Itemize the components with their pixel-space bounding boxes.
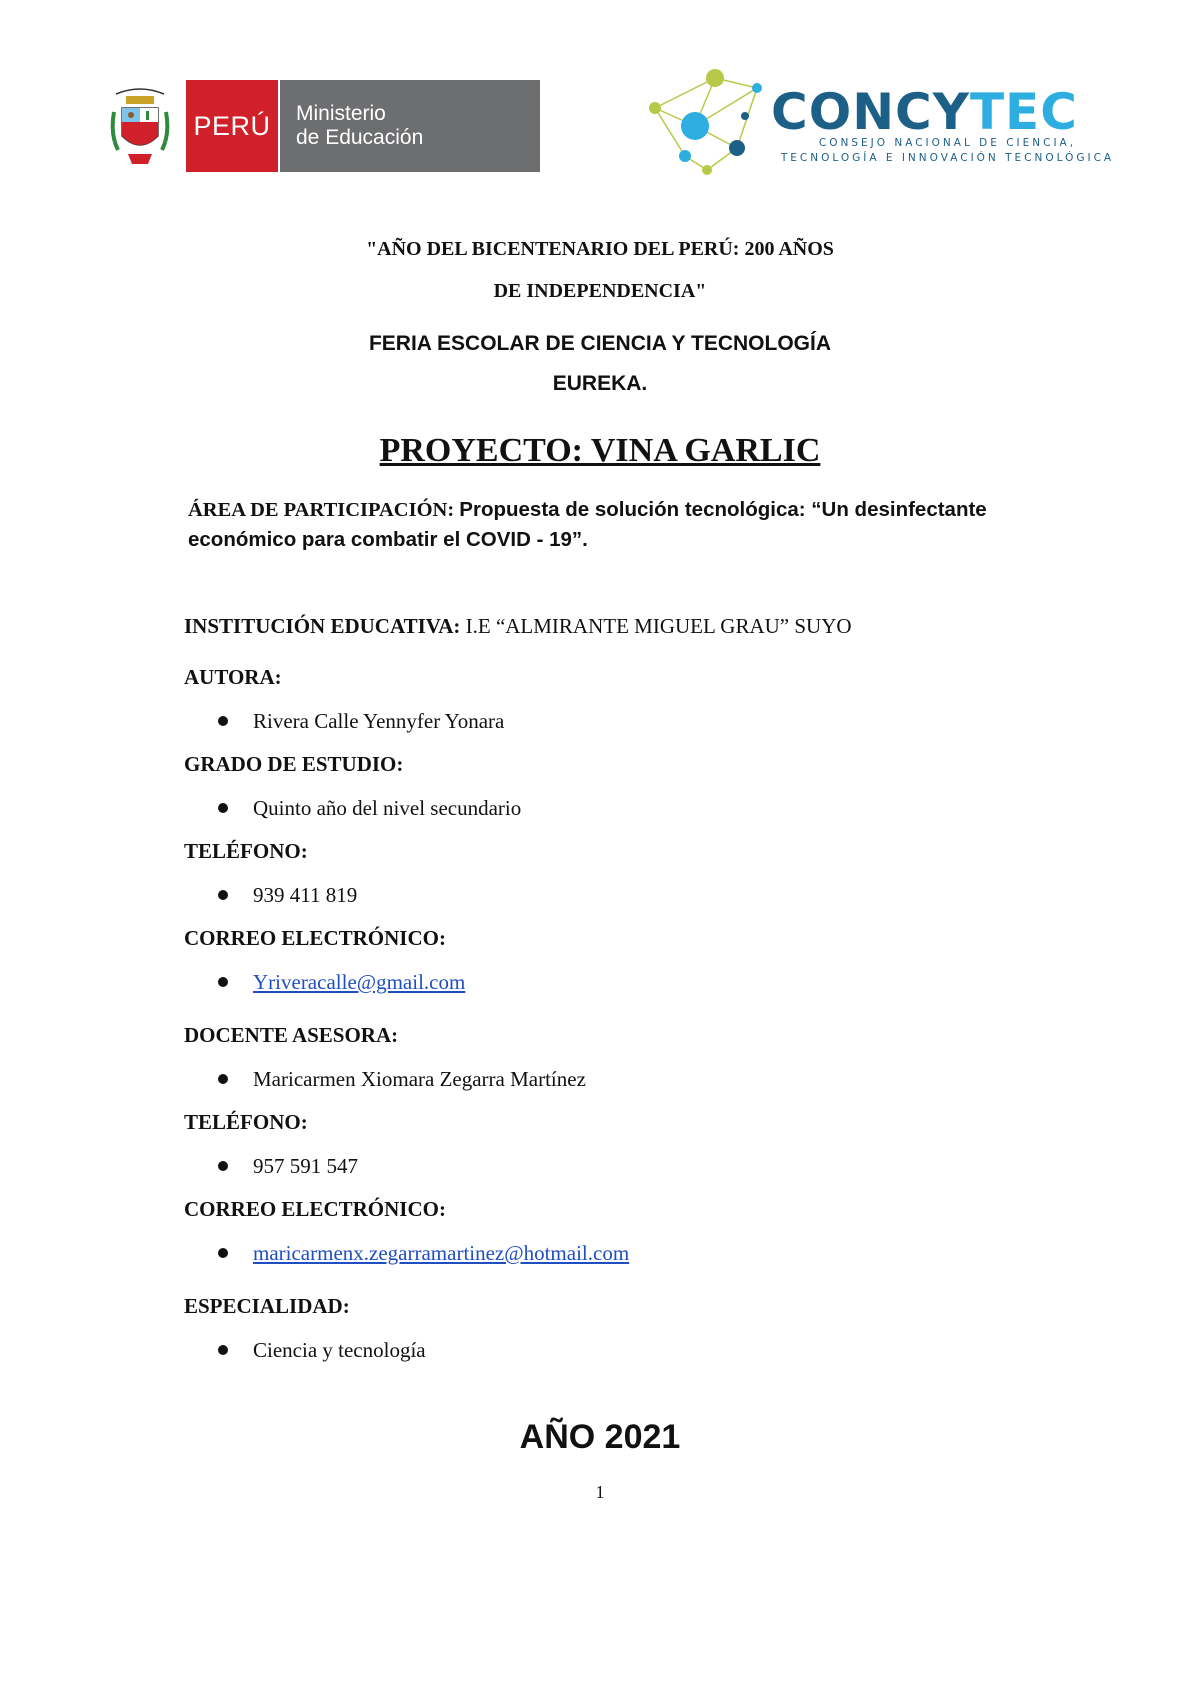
concytec-logo	[645, 66, 1125, 181]
list-item	[218, 709, 504, 734]
author-label: AUTORA:	[184, 665, 282, 689]
specialty-label: ESPECIALIDAD:	[184, 1294, 350, 1318]
list-item	[218, 796, 521, 821]
concytec-text-part1: CONCY	[771, 83, 970, 141]
email-link[interactable]: Yriveracalle@gmail.com	[253, 970, 466, 994]
molecule-network-icon	[645, 66, 775, 181]
year-name-line2: DE INDEPENDENCIA"	[493, 280, 707, 302]
specialty-value: Ciencia y tecnología	[253, 1338, 426, 1362]
participation-area	[188, 495, 1018, 555]
bullet-icon	[218, 1345, 228, 1355]
ministry-wordmark	[278, 80, 540, 172]
bullet-icon	[218, 803, 228, 813]
project-title: PROYECTO: VINA GARLIC	[379, 432, 821, 469]
fair-title-line1: FERIA ESCOLAR DE CIENCIA Y TECNOLOGÍA	[368, 332, 832, 355]
concytec-subtitle-line2: TECNOLOGÍA E INNOVACIÓN TECNOLÓGICA	[780, 152, 1115, 164]
ministry-line1: Ministerio	[296, 102, 386, 125]
ministry-line2: de Educación	[296, 126, 424, 149]
concytec-subtitle	[775, 136, 1120, 166]
email-label: CORREO ELECTRÓNICO:	[184, 926, 446, 950]
institution-value: I.E “ALMIRANTE MIGUEL GRAU” SUYO	[465, 614, 852, 638]
institution-label-row	[184, 614, 852, 639]
bullet-icon	[218, 716, 228, 726]
bullet-icon	[218, 890, 228, 900]
peru-coat-of-arms-icon	[108, 84, 172, 172]
grade-label: GRADO DE ESTUDIO:	[184, 752, 404, 776]
advisor-email-link[interactable]: maricarmenx.zegarramartinez@hotmail.com	[253, 1241, 630, 1265]
advisor-phone-value: 957 591 547	[253, 1154, 358, 1178]
grade-value: Quinto año del nivel secundario	[253, 796, 522, 820]
advisor-value: Maricarmen Xiomara Zegarra Martínez	[253, 1067, 586, 1091]
advisor-phone-label: TELÉFONO:	[184, 1110, 308, 1134]
concytec-subtitle-line1: CONSEJO NACIONAL DE CIENCIA,	[818, 137, 1077, 149]
list-item	[218, 970, 465, 995]
bullet-icon	[218, 977, 228, 987]
year-name-line1: "AÑO DEL BICENTENARIO DEL PERÚ: 200 AÑOS	[366, 238, 834, 260]
list-item	[218, 883, 357, 908]
bullet-icon	[218, 1161, 228, 1171]
concytec-wordmark	[771, 84, 1078, 140]
fair-title-line2: EUREKA.	[552, 372, 648, 395]
concytec-text-part2: TEC	[969, 83, 1078, 141]
author-value: Rivera Calle Yennyfer Yonara	[253, 709, 505, 733]
bullet-icon	[218, 1074, 228, 1084]
year-footer: AÑO 2021	[519, 1418, 681, 1456]
phone-value: 939 411 819	[253, 883, 358, 907]
area-value: Propuesta de solución tecnológica: “Un desinfectante económico para combatir el COVID - 19”.	[188, 498, 987, 551]
advisor-label: DOCENTE ASESORA:	[184, 1023, 399, 1047]
advisor-email-label: CORREO ELECTRÓNICO:	[184, 1197, 446, 1221]
list-item	[218, 1338, 426, 1363]
minedu-logo	[108, 78, 540, 174]
area-label: ÁREA DE PARTICIPACIÓN:	[188, 499, 455, 521]
list-item	[218, 1067, 586, 1092]
institution-label: INSTITUCIÓN EDUCATIVA:	[184, 614, 461, 638]
list-item	[218, 1154, 358, 1179]
bullet-icon	[218, 1248, 228, 1258]
phone-label: TELÉFONO:	[184, 839, 308, 863]
peru-wordmark	[186, 80, 278, 172]
list-item	[218, 1241, 629, 1266]
peru-text: PERÚ	[193, 110, 271, 141]
page-number: 1	[595, 1482, 605, 1502]
